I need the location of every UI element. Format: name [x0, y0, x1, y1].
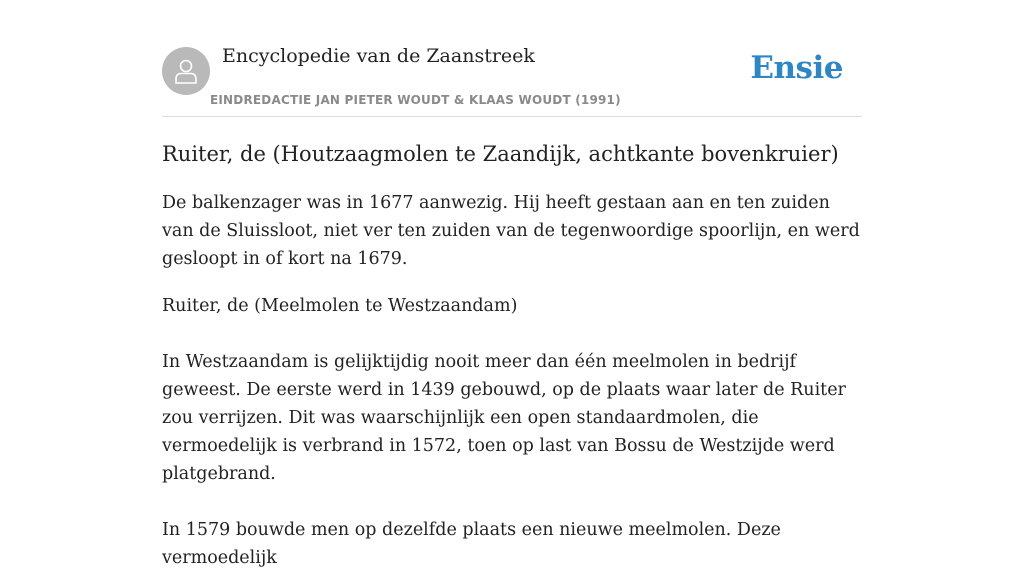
- article-title: Ruiter, de (Houtzaagmolen te Zaandijk, achtkante bovenkruier): [162, 142, 839, 166]
- book-header: [162, 0, 862, 117]
- article-subheading: Ruiter, de (Meelmolen te Westzaandam): [162, 296, 518, 316]
- article-paragraph: De balkenzager was in 1677 aanwezig. Hij heeft gestaan aan en ten zuiden van de Sluissloot, niet ver ten zuiden van de tegenwoordige spoorlijn, en werd gesloopt in of kort na 1679.: [162, 193, 860, 269]
- editors-byline: EINDREDACTIE JAN PIETER WOUDT & KLAAS WOUDT (1991): [210, 93, 621, 107]
- book-title[interactable]: Encyclopedie van de Zaanstreek: [222, 45, 535, 67]
- article: [162, 138, 862, 572]
- avatar[interactable]: [162, 47, 210, 95]
- article-paragraph: In Westzaandam is gelijktijdig nooit meer dan één meelmolen in bedrijf geweest. De eerste werd in 1439 gebouwd, op de plaats waar later de Ruiter zou verrijzen. Dit was waarschijnlijk een open standaardmolen, die vermoedelijk is verbrand in 1572, toen op last van Bossu de Westzijde werd platgebrand.: [162, 352, 846, 484]
- article-paragraph: In 1579 bouwde men op dezelfde plaats een nieuwe meelmolen. Deze vermoedelijk: [162, 520, 781, 568]
- ensie-logo[interactable]: Ensie: [750, 50, 843, 86]
- user-icon: [171, 56, 201, 86]
